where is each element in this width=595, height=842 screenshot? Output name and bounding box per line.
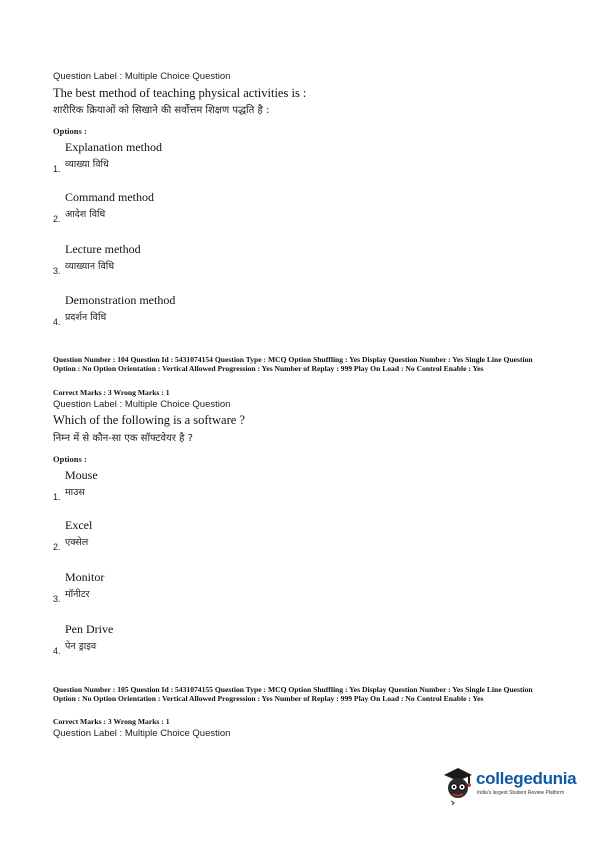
option-item	[53, 293, 473, 337]
marks-info: Correct Marks : 3 Wrong Marks : 1	[53, 717, 170, 726]
question-label: Question Label : Multiple Choice Question	[53, 399, 231, 410]
option-number: 3.	[53, 266, 61, 276]
collegedunia-logo	[440, 765, 590, 805]
option-item	[53, 468, 473, 512]
option-number: 2.	[53, 214, 61, 224]
option-item	[53, 242, 473, 286]
option-text-hindi: पेन ड्राइव	[65, 641, 97, 652]
question-metadata: Question Number : 104 Question Id : 5431074154 Question Type : MCQ Option Shuffling : Yes Display Question Number : Yes Single Line Question Option : No Option Orientation : Vertical Allowed Progression : Yes Number of Replay : 999 Play On Load : No Control Enable : Yes	[53, 355, 533, 373]
option-item	[53, 518, 473, 562]
option-item	[53, 140, 473, 184]
option-text-english: Lecture method	[65, 242, 141, 256]
option-text-hindi: व्याख्यान विधि	[65, 261, 115, 272]
option-text-english: Mouse	[65, 468, 98, 482]
option-text-hindi: प्रदर्शन विधि	[65, 312, 107, 323]
option-item	[53, 190, 473, 234]
option-text-hindi: एक्सेल	[65, 537, 89, 548]
options-heading: Options :	[53, 454, 87, 464]
question-label: Question Label : Multiple Choice Question	[53, 728, 231, 739]
option-text-hindi: माउस	[65, 487, 85, 498]
option-text-english: Excel	[65, 518, 93, 532]
option-number: 1.	[53, 164, 61, 174]
question-metadata: Question Number : 105 Question Id : 5431074155 Question Type : MCQ Option Shuffling : Yes Display Question Number : Yes Single Line Question Option : No Option Orientation : Vertical Allowed Progression : Yes Number of Replay : 999 Play On Load : No Control Enable : Yes	[53, 685, 533, 703]
options-heading: Options :	[53, 126, 87, 136]
option-text-english: Explanation method	[65, 140, 162, 154]
option-number: 4.	[53, 317, 61, 327]
question-text-english: The best method of teaching physical activities is :	[53, 86, 307, 100]
option-text-hindi: व्याख्या विधि	[65, 159, 109, 170]
option-number: 3.	[53, 594, 61, 604]
option-number: 1.	[53, 492, 61, 502]
option-text-english: Demonstration method	[65, 293, 176, 307]
question-label: Question Label : Multiple Choice Question	[53, 71, 231, 82]
marks-info: Correct Marks : 3 Wrong Marks : 1	[53, 388, 170, 397]
option-text-hindi: मॉनीटर	[65, 589, 90, 600]
brand-tagline: India's largest Student Review Platform	[477, 790, 565, 796]
option-text-english: Monitor	[65, 570, 105, 584]
option-item	[53, 570, 473, 614]
question-text-english: Which of the following is a software ?	[53, 413, 245, 427]
option-item	[53, 622, 473, 666]
option-text-english: Pen Drive	[65, 622, 114, 636]
option-number: 4.	[53, 646, 61, 656]
option-number: 2.	[53, 542, 61, 552]
brand-name: collegedunia	[476, 769, 577, 788]
question-text-hindi: निम्न में से कौन-सा एक सॉफ्टवेयर है ?	[53, 433, 193, 444]
graduate-mascot-icon	[440, 765, 476, 805]
option-text-english: Command method	[65, 190, 154, 204]
option-text-hindi: आदेश विधि	[65, 209, 106, 220]
question-text-hindi: शारीरिक क्रियाओं को सिखाने की सर्वोत्तम शिक्षण पद्धति है :	[53, 105, 270, 116]
